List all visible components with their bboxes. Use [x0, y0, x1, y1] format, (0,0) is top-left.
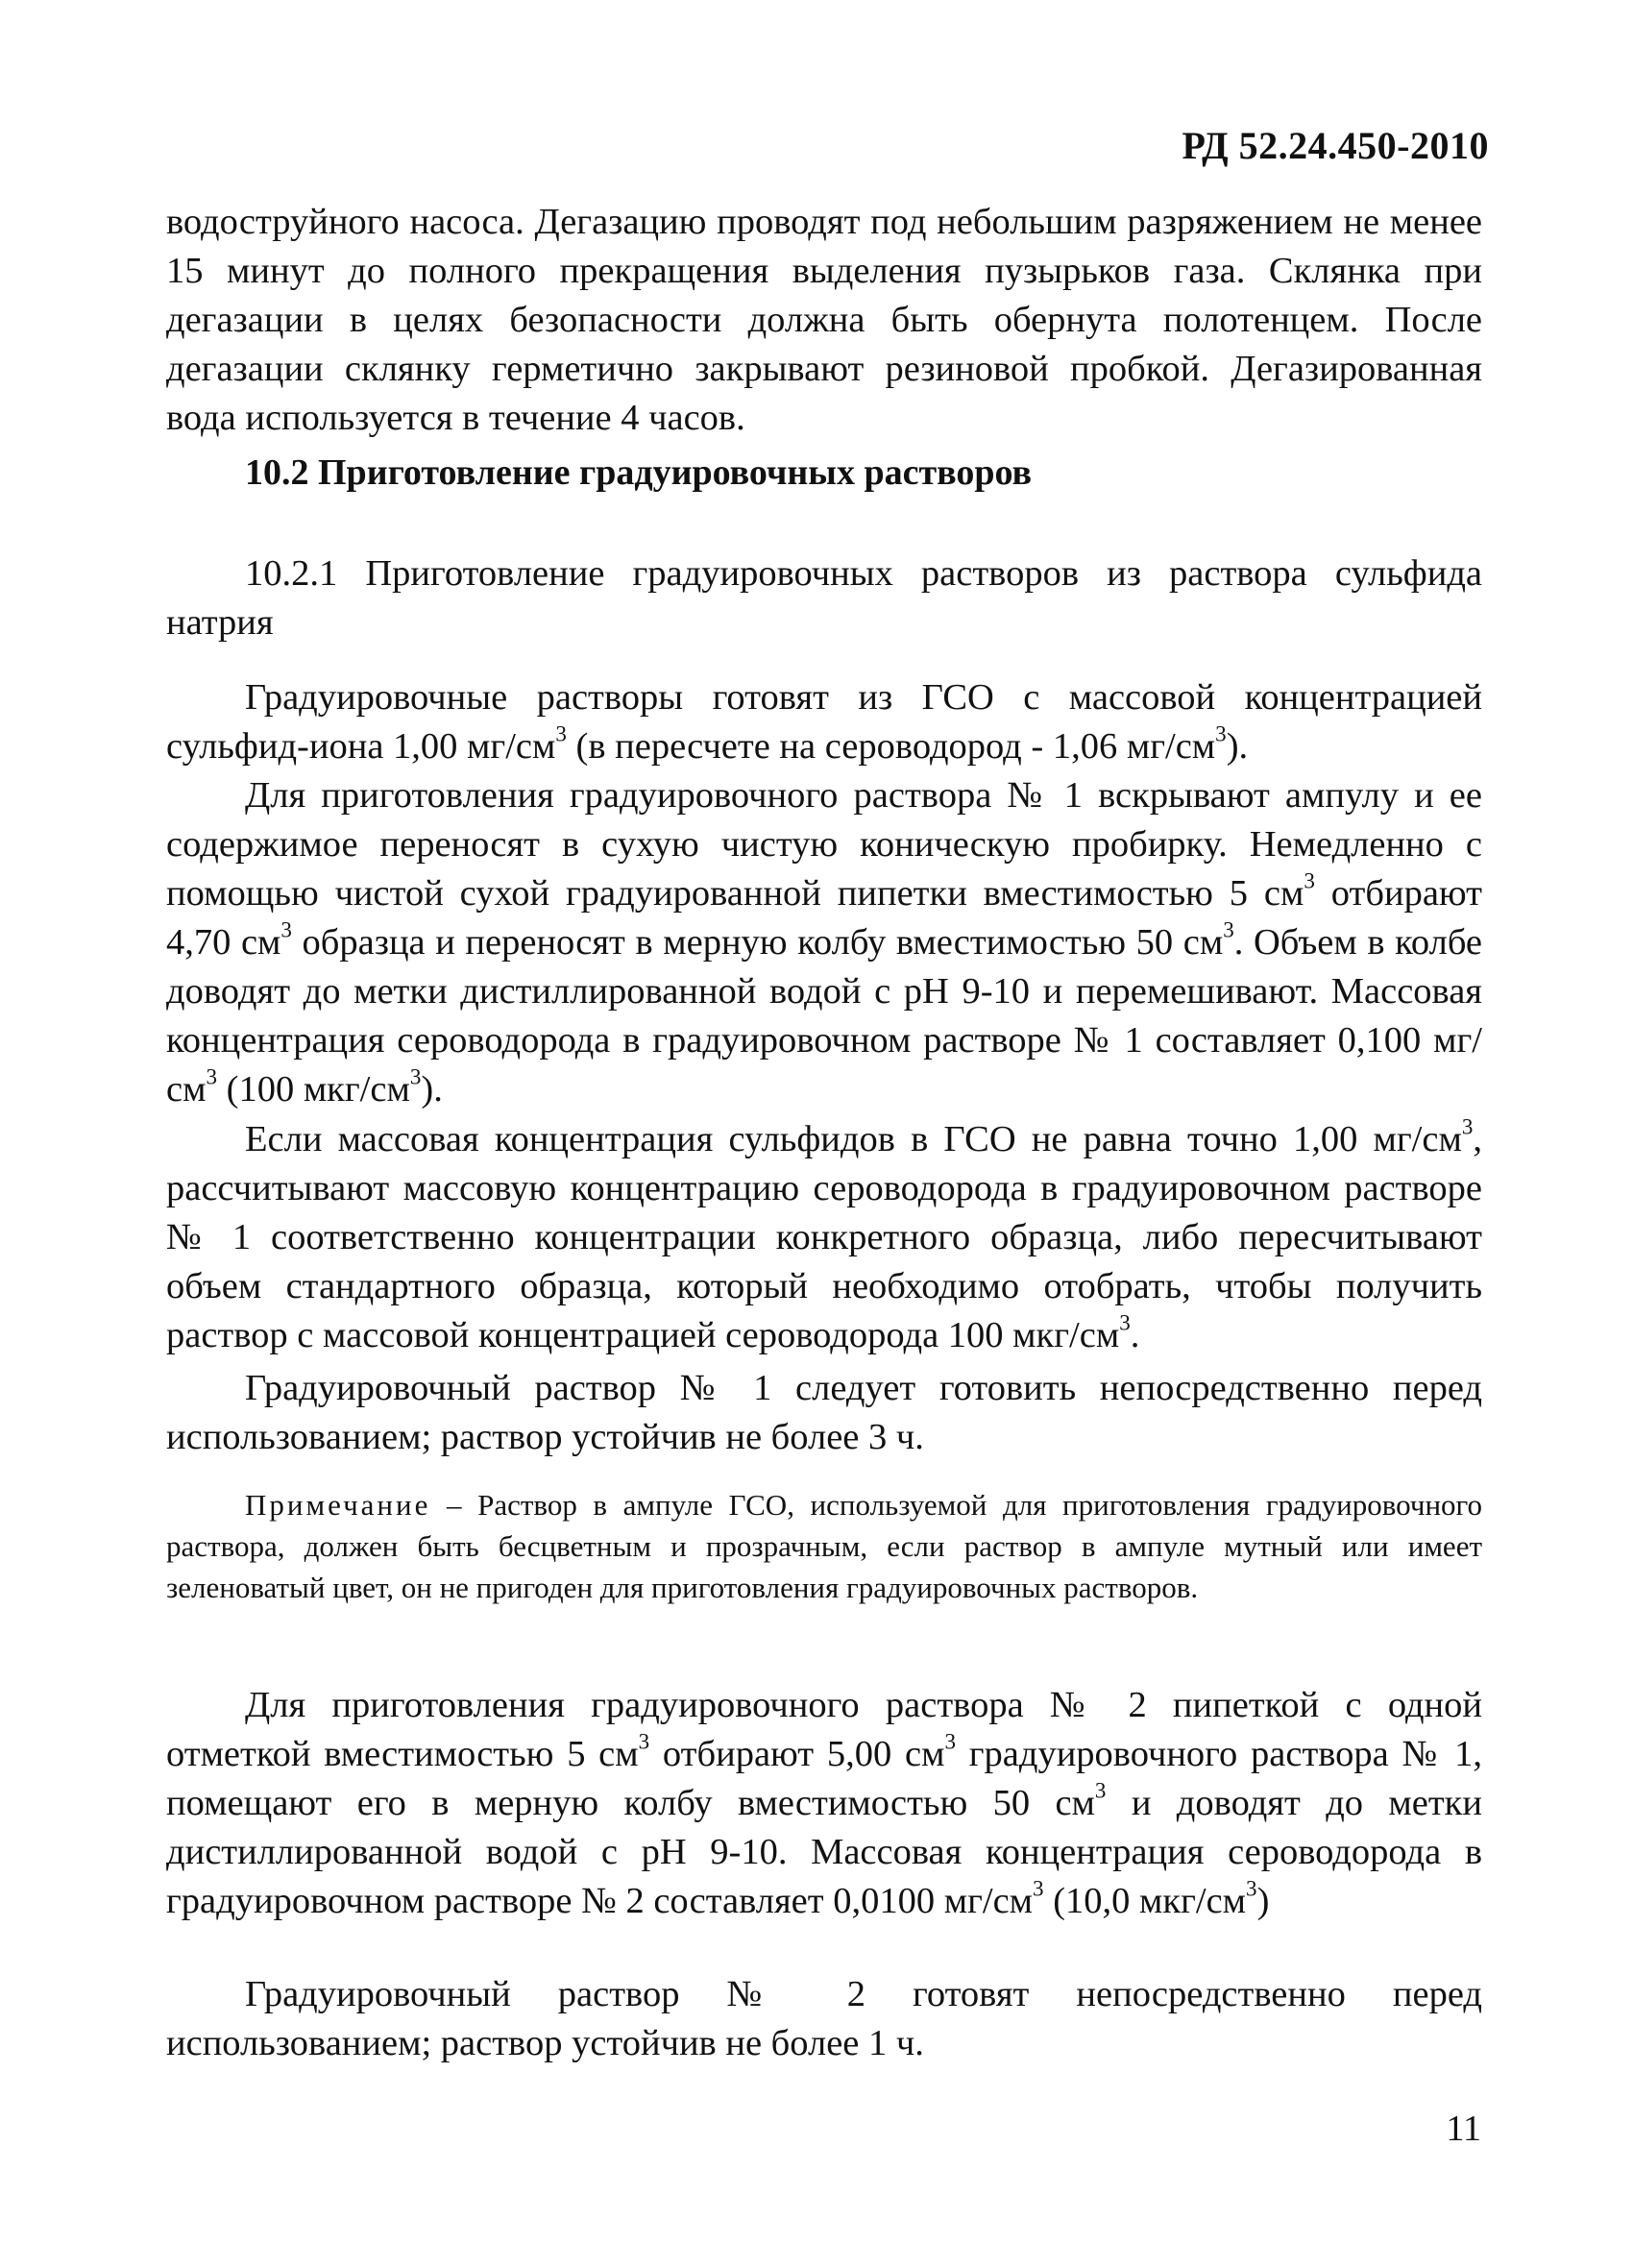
paragraph-6	[166, 1970, 1482, 2068]
paragraph-4	[166, 1364, 1482, 1462]
paragraph-6-text: Градуировочный раствор № 2 готовят непосредственно перед использованием; раствор устойчив не более 1 ч.	[166, 1974, 1482, 2063]
paragraph-3	[166, 1115, 1482, 1360]
intro-paragraph	[166, 198, 1482, 443]
note-label: Примечание	[245, 1488, 431, 1522]
section-heading: 10.2 Приготовление градуировочных растворов	[245, 452, 1033, 493]
paragraph-5	[166, 1681, 1482, 1926]
paragraph-5-text: Для приготовления градуировочного раствора № 2 пипеткой с одной отметкой вместимостью 5 $см^3$ отбирают 5,00 $см^3$ градуировочного раствора № 1, помещают его в мерную колбу вместимостью 50 $см^3$ и доводят до метки дистиллированной водой с рН 9-10. Массовая концентрация сероводорода в градуировочном растворе № 2 составляет 0,0100 $мг/см^3$ (10,0 мкг/$см^3$)	[166, 1685, 1482, 1921]
note-text: Примечание – Раствор в ампуле ГСО, используемой для приготовления градуировочного раствора, должен быть бесцветным и прозрачным, если раствор в ампуле мутный или имеет зеленоватый цвет, он не пригоден для приготовления градуировочных растворов.	[166, 1488, 1482, 1604]
paragraph-2	[166, 771, 1482, 1114]
paragraph-4-text: Градуировочный раствор № 1 следует готовить непосредственно перед использованием; раствор устойчив не более 3 ч.	[166, 1368, 1482, 1457]
paragraph-1-text: Градуировочные растворы готовят из ГСО с массовой концентрацией сульфид-иона 1,00 $мг/см^3$ (в пересчете на сероводород - 1,06 $мг/см^3$).	[166, 677, 1482, 767]
paragraph-2-text: Для приготовления градуировочного раствора № 1 вскрывают ампулу и ее содержимое переносят в сухую чистую коническую пробирку. Немедленно с помощью чистой сухой градуированной пипетки вместимостью 5 $см^3$ отбирают 4,70 $см^3$ образца и переносят в мерную колбу вместимостью 50 $см^3$. Объем в колбе доводят до метки дистиллированной водой с рН 9-10 и перемешивают. Массовая концентрация сероводорода в градуировочном растворе № 1 составляет 0,100 $мг/см^3$ (100 мкг/$см^3$).	[166, 775, 1482, 1110]
page-number: 11	[1446, 2109, 1481, 2149]
paragraph-1	[166, 673, 1482, 771]
note-block	[166, 1484, 1482, 1608]
section-heading-block	[245, 449, 1484, 498]
subsection-heading: 10.2.1 Приготовление градуировочных растворов из раствора сульфида натрия	[166, 553, 1482, 643]
intro-text: водоструйного насоса. Дегазацию проводят под небольшим разряжением не менее 15 минут до полного прекращения выделения пузырьков газа. Склянка при дегазации в целях безопасности должна быть обернута полотенцем. После дегазации склянку герметично закрывают резиновой пробкой. Дегазированная вода используется в течение 4 часов.	[166, 202, 1482, 438]
document-code: РД 52.24.450-2010	[1182, 124, 1489, 167]
subsection-heading-block	[166, 549, 1482, 647]
paragraph-3-text: Если массовая концентрация сульфидов в ГСО не равна точно 1,00 $мг/см^3$, рассчитывают массовую концентрацию сероводорода в градуировочном растворе № 1 соответственно концентрации конкретного образца, либо пересчитывают объем стандартного образца, который необходимо отобрать, чтобы получить раствор с массовой концентрацией сероводорода 100 мкг/$см^3$.	[166, 1113, 1482, 1355]
